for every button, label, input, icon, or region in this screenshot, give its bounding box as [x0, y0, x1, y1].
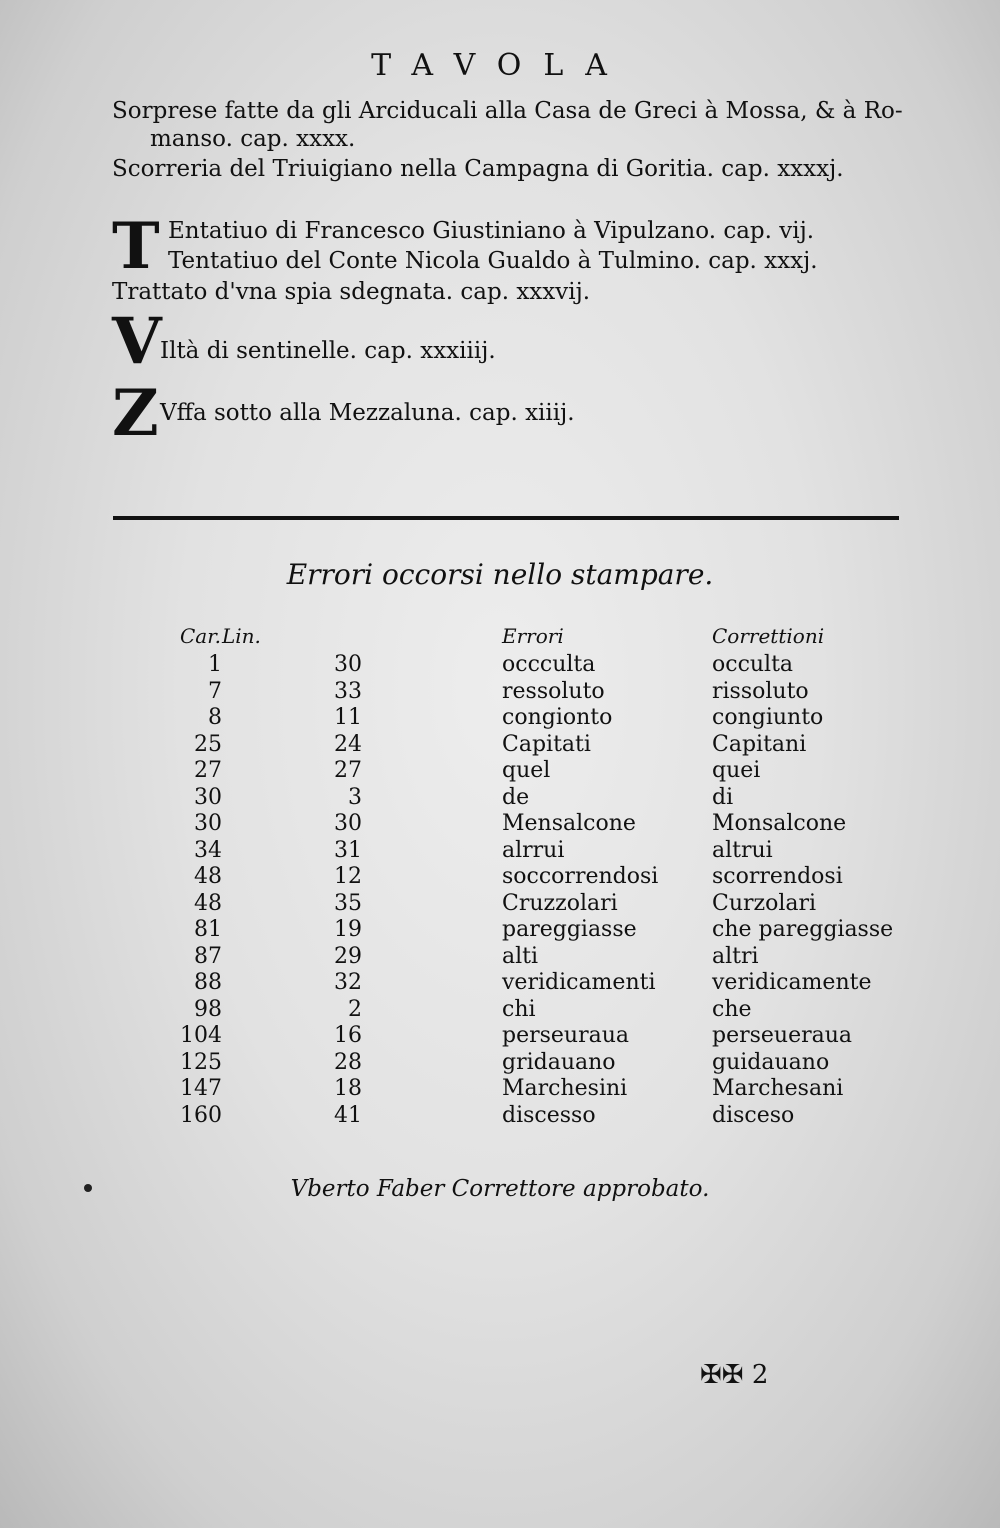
cell-correttione: che — [712, 996, 752, 1022]
cell-lin: 2 — [348, 996, 362, 1022]
cell-errore: congionto — [502, 705, 613, 731]
drop-cap: Z — [112, 376, 159, 451]
cell-lin: 30 — [334, 811, 362, 837]
cell-errore: alrrui — [502, 837, 565, 863]
page-title: TAVOLA — [371, 48, 629, 83]
cell-lin: 31 — [334, 837, 362, 863]
cell-car: 104 — [180, 1023, 222, 1049]
cell-car: 30 — [194, 811, 222, 837]
table-row — [180, 944, 912, 971]
signature-mark: ✠✠ 2 — [700, 1360, 769, 1390]
cell-correttione: perseueraua — [712, 1023, 853, 1049]
cell-correttione: di — [712, 784, 734, 810]
table-row — [180, 1076, 912, 1103]
cell-spacer — [362, 891, 502, 918]
cell-lin: 30 — [334, 652, 362, 678]
cell-lin: 18 — [334, 1076, 362, 1102]
cell-car: 87 — [194, 943, 222, 969]
cell-correttione: disceso — [712, 1102, 795, 1128]
cell-car: 88 — [194, 970, 222, 996]
cell-spacer — [362, 838, 502, 865]
index-entry: Scorreria del Triuigiano nella Campagna di Goritia. cap. xxxxj. — [112, 156, 844, 182]
cell-errore: Cruzzolari — [502, 890, 618, 916]
cell-lin: 24 — [334, 731, 362, 757]
table-row — [180, 838, 912, 865]
cell-spacer — [362, 1103, 502, 1130]
cell-correttione: Curzolari — [712, 890, 817, 916]
cell-errore: pareggiasse — [502, 917, 637, 943]
cell-car: 48 — [194, 864, 222, 890]
corrector-signature: Vberto Faber Correttore approbato. — [290, 1176, 710, 1202]
cell-correttione: quei — [712, 758, 761, 784]
cell-lin: 3 — [348, 784, 362, 810]
errata-table — [180, 620, 912, 1129]
table-row — [180, 705, 912, 732]
cell-spacer — [362, 944, 502, 971]
index-entry: Trattato d'vna spia sdegnata. cap. xxxvij. — [112, 279, 591, 305]
cell-errore: soccorrendosi — [502, 864, 659, 890]
table-row — [180, 811, 912, 838]
cell-correttione: guidauano — [712, 1049, 830, 1075]
cell-spacer — [362, 1050, 502, 1077]
cell-lin: 35 — [334, 890, 362, 916]
cell-spacer — [362, 785, 502, 812]
cell-car: 27 — [194, 758, 222, 784]
cell-errore: Marchesini — [502, 1076, 628, 1102]
table-row — [180, 970, 912, 997]
header-errori: Errori — [502, 624, 564, 648]
cell-car: 1 — [208, 652, 222, 678]
cell-lin: 41 — [334, 1102, 362, 1128]
cell-correttione: Marchesani — [712, 1076, 844, 1102]
cell-spacer — [362, 811, 502, 838]
cell-car: 98 — [194, 996, 222, 1022]
header-spacer — [362, 620, 502, 652]
cell-spacer — [362, 758, 502, 785]
cell-correttione: Capitani — [712, 731, 807, 757]
header-lin: Lin. — [222, 624, 261, 648]
header-correttioni: Correttioni — [712, 624, 825, 648]
cell-car: 7 — [208, 678, 222, 704]
cell-car: 34 — [194, 837, 222, 863]
cell-correttione: Monsalcone — [712, 811, 847, 837]
cell-correttione: veridicamente — [712, 970, 872, 996]
cell-correttione: scorrendosi — [712, 864, 843, 890]
cell-lin: 28 — [334, 1049, 362, 1075]
cell-lin: 16 — [334, 1023, 362, 1049]
drop-cap: T — [112, 209, 160, 284]
cell-errore: alti — [502, 943, 539, 969]
cell-correttione: altri — [712, 943, 759, 969]
drop-cap: V — [112, 304, 162, 379]
cell-lin: 27 — [334, 758, 362, 784]
cell-correttione: altrui — [712, 837, 773, 863]
index-entry: Sorprese fatte da gli Arciducali alla Casa de Greci à Mossa, & à Ro- — [112, 98, 903, 124]
cell-errore: Mensalcone — [502, 811, 636, 837]
cell-correttione: rissoluto — [712, 678, 809, 704]
cell-correttione: congiunto — [712, 705, 824, 731]
index-entry: Vffa sotto alla Mezzaluna. cap. xiiij. — [160, 400, 575, 426]
table-row — [180, 679, 912, 706]
table-row — [180, 917, 912, 944]
cell-spacer — [362, 705, 502, 732]
cell-car: 30 — [194, 784, 222, 810]
header-car: Car. — [180, 624, 221, 648]
errata-body — [180, 652, 912, 1129]
table-row — [180, 1103, 912, 1130]
table-row — [180, 758, 912, 785]
cell-spacer — [362, 1023, 502, 1050]
table-row — [180, 864, 912, 891]
cell-lin: 11 — [334, 705, 362, 731]
cell-car: 8 — [208, 705, 222, 731]
cell-car: 125 — [180, 1049, 222, 1075]
index-entry: Tentatiuo del Conte Nicola Gualdo à Tulmino. cap. xxxj. — [168, 248, 818, 274]
cell-car: 147 — [180, 1076, 222, 1102]
table-row — [180, 652, 912, 679]
cell-spacer — [362, 864, 502, 891]
table-row — [180, 997, 912, 1024]
cell-correttione: che pareggiasse — [712, 917, 894, 943]
cell-errore: perseuraua — [502, 1023, 630, 1049]
cell-car: 160 — [180, 1102, 222, 1128]
cell-errore: occculta — [502, 652, 596, 678]
errata-title: Errori occorsi nello stampare. — [286, 558, 714, 591]
cell-spacer — [362, 679, 502, 706]
cell-spacer — [362, 917, 502, 944]
cell-errore: chi — [502, 996, 536, 1022]
cell-car: 25 — [194, 731, 222, 757]
cell-lin: 32 — [334, 970, 362, 996]
cell-errore: de — [502, 784, 530, 810]
divider-rule — [113, 516, 899, 520]
cell-spacer — [362, 1076, 502, 1103]
cell-car: 48 — [194, 890, 222, 916]
cell-car: 81 — [194, 917, 222, 943]
cell-lin: 12 — [334, 864, 362, 890]
index-entry: Entatiuo di Francesco Giustiniano à Vipulzano. cap. vij. — [168, 218, 815, 244]
cell-spacer — [362, 652, 502, 679]
cell-spacer — [362, 970, 502, 997]
cell-spacer — [362, 732, 502, 759]
table-row — [180, 1050, 912, 1077]
table-row — [180, 1023, 912, 1050]
table-row — [180, 785, 912, 812]
cell-lin: 33 — [334, 678, 362, 704]
cell-lin: 19 — [334, 917, 362, 943]
cell-correttione: occulta — [712, 652, 794, 678]
cell-errore: discesso — [502, 1102, 596, 1128]
errata-header-row — [180, 620, 912, 652]
table-row — [180, 732, 912, 759]
cell-errore: gridauano — [502, 1049, 616, 1075]
cell-lin: 29 — [334, 943, 362, 969]
table-row — [180, 891, 912, 918]
cell-errore: quel — [502, 758, 551, 784]
cell-errore: veridicamenti — [502, 970, 656, 996]
index-entry: manso. cap. xxxx. — [150, 126, 356, 152]
cell-errore: ressoluto — [502, 678, 605, 704]
index-entry: Iltà di sentinelle. cap. xxxiiij. — [160, 338, 496, 364]
cell-spacer — [362, 997, 502, 1024]
cell-errore: Capitati — [502, 731, 591, 757]
